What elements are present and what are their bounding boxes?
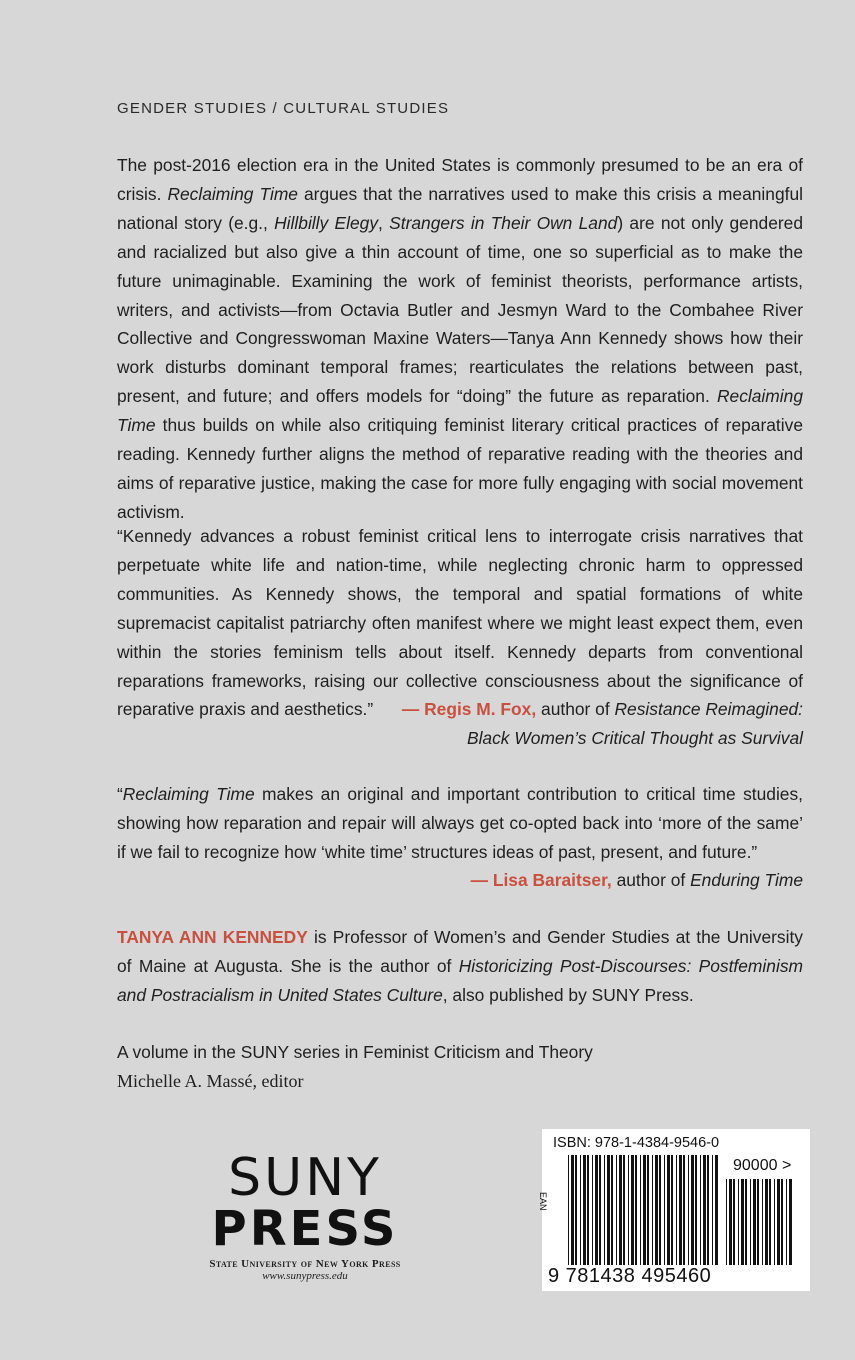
barcode-bar — [786, 1179, 787, 1265]
barcode-bar — [628, 1155, 629, 1265]
barcode-bar — [655, 1155, 658, 1265]
price-code: 90000 > — [733, 1157, 792, 1174]
addon-barcode — [726, 1179, 794, 1265]
barcode-bar — [643, 1155, 646, 1265]
series-info — [117, 1038, 593, 1096]
category-label: GENDER STUDIES / CULTURAL STUDIES — [117, 100, 450, 117]
barcode-bar — [741, 1179, 744, 1265]
barcode-bar — [765, 1179, 768, 1265]
barcode-bar — [726, 1179, 727, 1265]
barcode-bar — [757, 1179, 759, 1265]
endorser-name: — Regis M. Fox, — [401, 699, 537, 719]
barcode-bar — [652, 1155, 653, 1265]
barcode-bar — [695, 1155, 697, 1265]
endorsement-quote-2: “Reclaiming Time makes an original and important contribution to critical time studies, showing how reparation and repair will always get co-opted back into ‘more of the same’ if we fail to recognize how ‘white time’ structures ideas of past, present, and future.” — [117, 784, 804, 862]
endorsement-quote-1: “Kennedy advances a robust feminist critical lens to interrogate crisis narratives that perpetuate white life and nation-time, while neglecting chronic harm to oppressed communities. As Kennedy shows, the temporal and spatial formations of white supremacist capitalist patriarchy often manifest where we might least expect them, even within the stories feminism tells about itself. Kennedy departs from conventional reparations frameworks, raising our collective consciousness about the significance of reparative praxis and aesthetics.” — [117, 526, 803, 720]
barcode-bar — [671, 1155, 673, 1265]
barcode-bar — [676, 1155, 677, 1265]
endorsement-attribution-1: — Regis M. Fox, author of Resistance Reimagined: Black Women’s Critical Thought as Survival — [401, 699, 803, 748]
barcode-bar — [631, 1155, 634, 1265]
barcode-bar — [619, 1155, 622, 1265]
barcode-bar — [745, 1179, 747, 1265]
barcode-bar — [580, 1155, 581, 1265]
barcode-bar — [571, 1155, 574, 1265]
author-bio: TANYA ANN KENNEDY is Professor of Women’s and Gender Studies at the University of Maine at Augusta. She is the author of Historicizing Post-Discourses: Postfeminism and Postracialism in United States Culture, also published by SUNY Press. — [117, 927, 803, 1005]
barcode-bar — [599, 1155, 601, 1265]
barcode-bar — [688, 1155, 689, 1265]
endorsement-attribution-2: — Lisa Baraitser, author of Enduring Time — [470, 870, 803, 890]
barcode-bar — [616, 1155, 617, 1265]
publisher-url: www.sunypress.edu — [262, 1270, 348, 1282]
publisher-full-name: State University of New York Press — [209, 1258, 401, 1270]
ean-digits: 9 781438 495460 — [548, 1265, 712, 1287]
barcode-bar — [691, 1155, 694, 1265]
barcode-bar — [750, 1179, 751, 1265]
barcode-bar — [575, 1155, 577, 1265]
barcode-bar — [659, 1155, 661, 1265]
barcode-bar — [774, 1179, 775, 1265]
barcode-bar — [738, 1179, 739, 1265]
barcode-bar — [679, 1155, 682, 1265]
barcode-bar — [777, 1179, 780, 1265]
barcode-bar — [762, 1179, 763, 1265]
barcode-box — [538, 1129, 810, 1291]
barcode-bar — [712, 1155, 713, 1265]
barcode-bar — [583, 1155, 586, 1265]
series-line: A volume in the SUNY series in Feminist Criticism and Theory — [117, 1042, 593, 1062]
barcode-bar — [667, 1155, 670, 1265]
barcode-bar — [640, 1155, 641, 1265]
book-description: The post-2016 election era in the United States is commonly presumed to be an era of crisis. Reclaiming Time argues that the narratives used to make this crisis a meaningful national story (e.g., Hillbilly Elegy, Strangers in Their Own Land) are not only gendered and racialized but also give a thin account of time, one so superficial as to make the future unimaginable. Examining the work of feminist theorists, performance artists, writers, and activists—from Octavia Butler and Jesmyn Ward to the Combahee River Collective and Congresswoman Maxine Waters—Tanya Ann Kennedy shows how their work disturbs dominant temporal frames; rearticulates the relations between past, present, and future; and offers models for “doing” the future as reparation. Reclaiming Time thus builds on while also critiquing feminist literary critical practices of reparative reading. Kennedy further aligns the method of reparative reading with the theories and aims of reparative justice, making the case for more fully engaging with social movement activism. — [117, 155, 803, 522]
barcode-bar — [623, 1155, 625, 1265]
isbn-label: ISBN: 978-1-4384-9546-0 — [553, 1135, 720, 1151]
author-name: TANYA ANN KENNEDY — [117, 927, 308, 947]
barcode-bar — [781, 1179, 783, 1265]
barcode-bar — [683, 1155, 685, 1265]
barcode-bar — [587, 1155, 589, 1265]
endorser-name: — Lisa Baraitser, — [470, 870, 612, 890]
series-editor: Michelle A. Massé, editor — [117, 1071, 304, 1091]
barcode-bar — [715, 1155, 718, 1265]
barcode-bar — [753, 1179, 756, 1265]
publisher-logo: SUNY PRESS State University of New York Press www.sunypress.edu — [200, 1152, 410, 1282]
barcode-bar — [769, 1179, 771, 1265]
barcode-bar — [604, 1155, 605, 1265]
ean-label: EAN — [538, 1192, 548, 1211]
barcode-bar — [592, 1155, 593, 1265]
barcode-bar — [635, 1155, 637, 1265]
barcode-bar — [607, 1155, 610, 1265]
barcode-bar — [700, 1155, 701, 1265]
barcode-bar — [707, 1155, 709, 1265]
ean-barcode — [568, 1155, 718, 1265]
barcode-bar — [733, 1179, 735, 1265]
barcode-bar — [568, 1155, 569, 1265]
barcode-bar — [703, 1155, 706, 1265]
barcode-bar — [611, 1155, 613, 1265]
barcode-bar — [647, 1155, 649, 1265]
book-title: Reclaiming Time — [167, 183, 298, 204]
barcode-bar — [789, 1179, 792, 1265]
barcode-bar — [664, 1155, 665, 1265]
barcode-bar — [729, 1179, 732, 1265]
barcode-bar — [595, 1155, 598, 1265]
